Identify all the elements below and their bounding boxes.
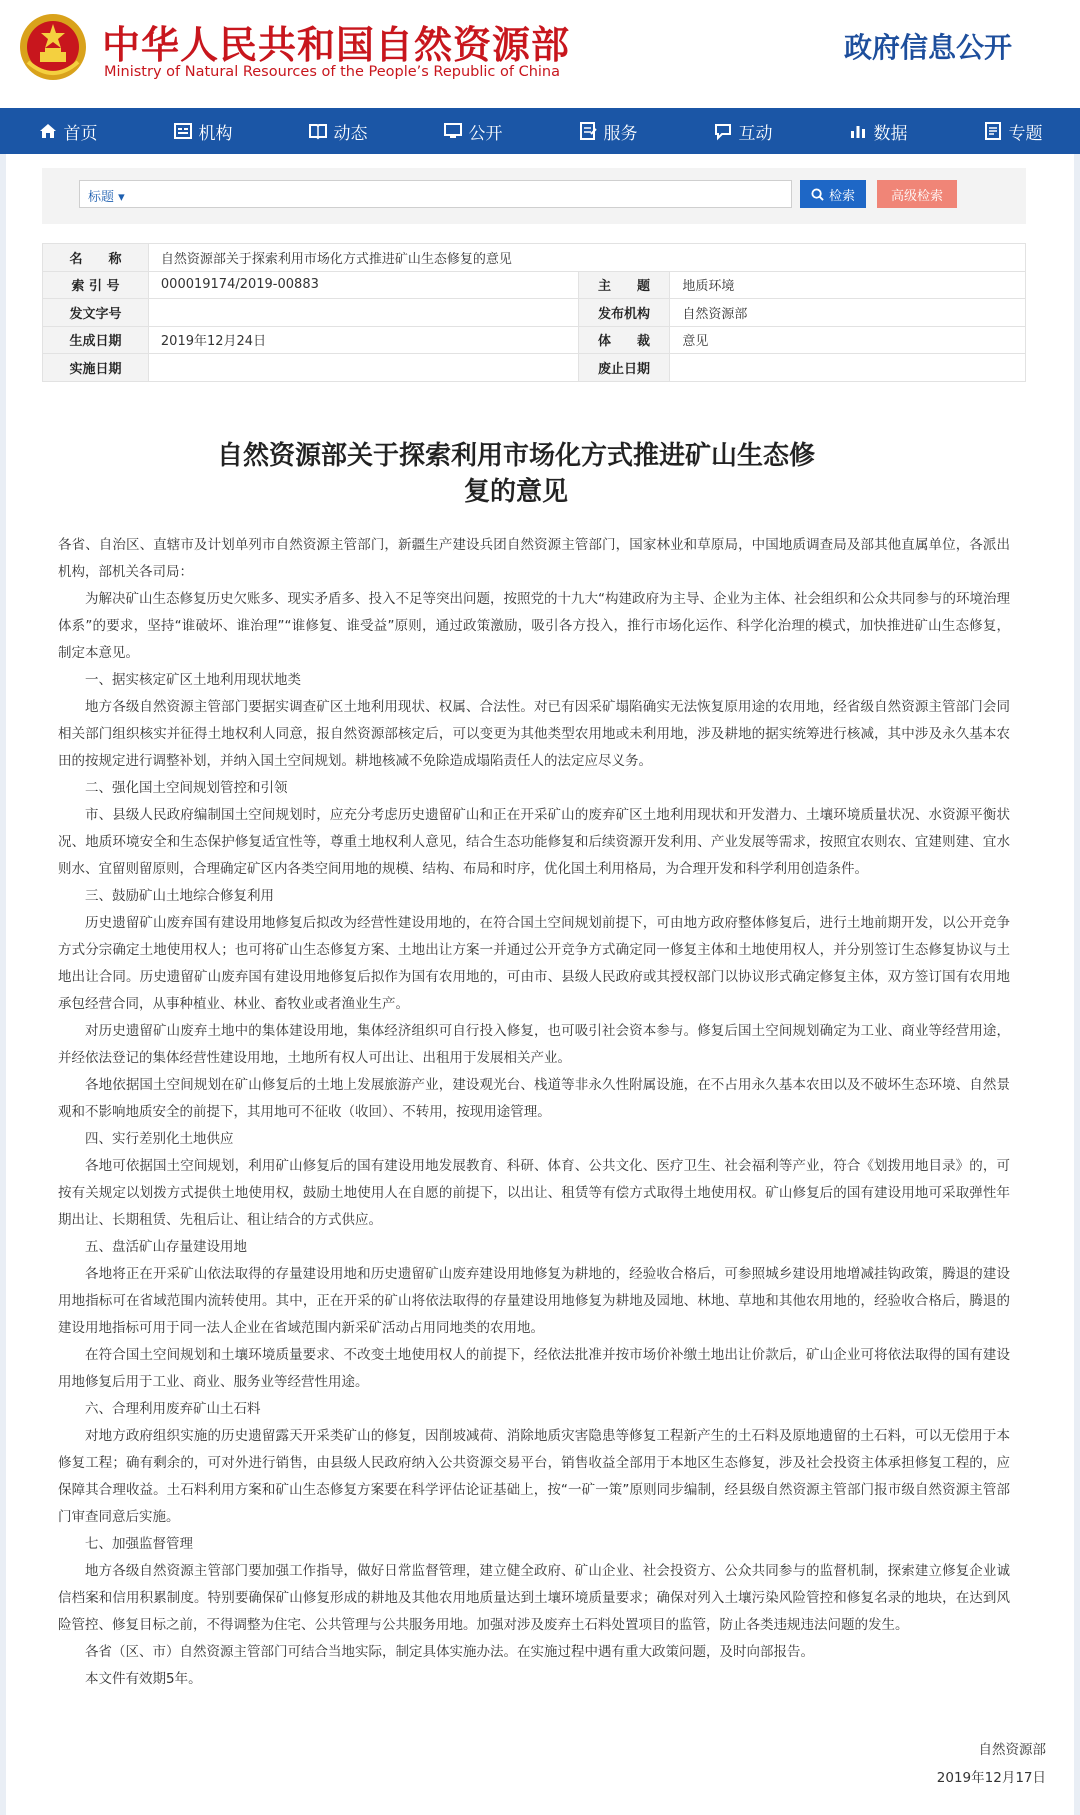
nav-item-news[interactable] [270, 108, 405, 154]
search-icon [811, 188, 824, 201]
meta-label: 主 题 [578, 271, 670, 299]
meta-label: 发布机构 [578, 299, 670, 327]
document-title [136, 438, 896, 510]
section-heading: 四、实行差别化土地供应 [85, 1131, 234, 1147]
search-bar [42, 168, 1026, 224]
signature-block [937, 1736, 1046, 1792]
paragraph: 各地将正在开采矿山依法取得的存量建设用地和历史遗留矿山废弃建设用地修复为耕地的，经验收合格后，可参照城乡建设用地增减挂钩政策，腾退的建设用地指标可在省域范围内流转使用。其中，正在开采的矿山将依法取得的存量建设用地修复为耕地及园地、林地、草地和其他农用地的，经验收合格后，腾退的建设用地指标可用于同一法人企业在省域范围内新采矿活动占用同地类的农用地。 [58, 1266, 1010, 1336]
nav-label: 动态 [333, 123, 368, 144]
home-icon [38, 121, 58, 141]
nav-label: 专题 [1008, 123, 1043, 144]
nav-item-topic[interactable] [945, 108, 1080, 154]
paragraph: 对地方政府组织实施的历史遗留露天开采类矿山的修复，因削坡减荷、消除地质灾害隐患等修复工程新产生的土石料及原地遗留的土石料，可以无偿用于本修复工程；确有剩余的，可对外进行销售，由县级人民政府纳入公共资源交易平台，销售收益全部用于本地区生态修复，涉及社会投资主体承担修复工程的，应保障其合理收益。土石料利用方案和矿山生态修复方案要在科学评估论证基础上，按“一矿一策”原则同步编制，经县级自然资源主管部门报市级自然资源主管部门审查同意后实施。 [58, 1428, 1010, 1525]
service-icon [578, 121, 598, 141]
nav-label: 公开 [468, 123, 503, 144]
document-title-line: 复的意见 [463, 477, 568, 507]
gov-info-title[interactable]: 政府信息公开 [843, 31, 1012, 64]
paragraph: 各省（区、市）自然资源主管部门可结合当地实际，制定具体实施办法。在实施过程中遇有重大政策问题，及时向部报告。 [85, 1644, 814, 1660]
paragraph: 对历史遗留矿山废弃土地中的集体建设用地，集体经济组织可自行投入修复，也可吸引社会资本参与。修复后国土空间规划确定为工业、商业等经营用途，并经依法登记的集体经营性建设用地，土地所有权人可出让、出租用于发展相关产业。 [58, 1023, 1010, 1066]
meta-label: 发文字号 [43, 299, 149, 327]
paragraph: 历史遗留矿山废弃国有建设用地修复后拟改为经营性建设用地的，在符合国土空间规划前提下，可由地方政府整体修复后，进行土地前期开发，以公开竞争方式分宗确定土地使用权人；也可将矿山生态修复方案、土地出让方案一并通过公开竞争方式确定同一修复主体和土地使用权人，并分别签订生态修复协议与土地出让合同。历史遗留矿山废弃国有建设用地修复后拟作为国有农用地的，可由市、县级人民政府或其授权部门以协议形式确定修复主体，双方签订国有农用地承包经营合同，从事种植业、林业、畜牧业或者渔业生产。 [58, 915, 1010, 1012]
site-subtitle: Ministry of Natural Resources of the People’s Republic of China [104, 64, 561, 80]
document-title-line: 自然资源部关于探索利用市场化方式推进矿山生态修 [216, 441, 815, 471]
meta-impl-value [148, 354, 578, 382]
meta-publisher-value: 自然资源部 [670, 299, 1026, 327]
nav-label: 机构 [198, 123, 233, 144]
paragraph: 各省、自治区、直辖市及计划单列市自然资源主管部门，新疆生产建设兵团自然资源主管部门，国家林业和草原局，中国地质调查局及部其他直属单位，各派出机构，部机关各司局： [58, 537, 1010, 580]
meta-subject-value: 地质环境 [670, 271, 1026, 299]
meta-label: 生成日期 [43, 326, 149, 354]
meta-label: 废止日期 [578, 354, 670, 382]
meta-index-value: 000019174/2019-00883 [148, 271, 578, 299]
paragraph: 在符合国土空间规划和土壤环境质量要求、不改变土地使用权人的前提下，经依法批准并按市场价补缴土地出让价款后，矿山企业可将依法取得的国有建设用地修复后用于工业、商业、服务业等经营性用途。 [58, 1347, 1010, 1390]
topic-icon [983, 121, 1003, 141]
paragraph: 地方各级自然资源主管部门要据实调查矿区土地利用现状、权属、合法性。对已有因采矿塌陷确实无法恢复原用途的农用地，经省级自然资源主管部门会同相关部门组织核实并征得土地权利人同意，报自然资源部核定后，可以变更为其他类型农用地或未利用地，涉及耕地的据实统筹进行核减，其中涉及永久基本农田的按规定进行调整补划，并纳入国土空间规划。耕地核减不免除造成塌陷责任人的法定应尽义务。 [58, 699, 1010, 769]
section-heading: 一、据实核定矿区土地利用现状地类 [85, 672, 301, 688]
nav-item-home[interactable] [0, 108, 135, 154]
site-title[interactable]: 中华人民共和国自然资源部 [102, 23, 571, 67]
nav-label: 首页 [63, 123, 98, 144]
metadata-table [42, 243, 1026, 382]
nav-label: 互动 [738, 123, 773, 144]
search-input[interactable] [79, 180, 792, 208]
nav-item-data[interactable] [810, 108, 945, 154]
page-wrapper [0, 154, 1080, 1815]
paragraph: 为解决矿山生态修复历史欠账多、现实矛盾多、投入不足等突出问题，按照党的十九大“构建政府为主导、企业为主体、社会组织和公众共同参与的环境治理体系”的要求，坚持“谁破坏、谁治理”“谁修复、谁受益”原则，通过政策激励，吸引各方投入，推行市场化运作、科学化治理的模式，加快推进矿山生态修复，制定本意见。 [58, 591, 1010, 661]
section-heading: 七、加强监督管理 [85, 1536, 193, 1552]
document-body [58, 532, 1010, 1693]
paragraph: 各地依据国土空间规划在矿山修复后的土地上发展旅游产业，建设观光台、栈道等非永久性附属设施，在不占用永久基本农田以及不破坏生态环境、自然景观和不影响地质安全的前提下，其用地可不征收（收回）、不转用，按现用途管理。 [58, 1077, 1010, 1120]
meta-label: 名 称 [43, 244, 149, 272]
paragraph: 各地可依据国土空间规划，利用矿山修复后的国有建设用地发展教育、科研、体育、公共文化、医疗卫生、社会福利等产业，符合《划拨用地目录》的，可按有关规定以划拨方式提供土地使用权，鼓励土地使用人在自愿的前提下，以出让、租赁等有偿方式取得土地使用权。矿山修复后的国有建设用地可采取弹性年期出让、长期租赁、先租后让、租让结合的方式供应。 [58, 1158, 1010, 1228]
nav-item-service[interactable] [540, 108, 675, 154]
national-emblem-icon [18, 12, 88, 82]
meta-genre-value: 意见 [670, 326, 1026, 354]
section-heading: 三、鼓励矿山土地综合修复利用 [85, 888, 274, 904]
nav-item-interact[interactable] [675, 108, 810, 154]
book-icon [308, 121, 328, 141]
nav-item-org[interactable] [135, 108, 270, 154]
main-nav [0, 108, 1080, 154]
nav-label: 数据 [873, 123, 908, 144]
paragraph: 本文件有效期5年。 [85, 1671, 202, 1687]
meta-label: 体 裁 [578, 326, 670, 354]
nav-label: 服务 [603, 123, 638, 144]
meta-date-value: 2019年12月24日 [148, 326, 578, 354]
section-heading: 五、盘活矿山存量建设用地 [85, 1239, 247, 1255]
search-button-label: 检索 [828, 188, 855, 204]
meta-label: 实施日期 [43, 354, 149, 382]
search-button[interactable] [800, 180, 866, 208]
signer: 自然资源部 [978, 1742, 1046, 1758]
chat-icon [713, 121, 733, 141]
chart-icon [848, 121, 868, 141]
paragraph: 地方各级自然资源主管部门要加强工作指导，做好日常监督管理，建立健全政府、矿山企业、社会投资方、公众共同参与的监督机制，探索建立修复企业诚信档案和信用积累制度。特别要确保矿山修复形成的耕地及其他农用地质量达到土壤环境质量要求；确保对列入土壤污染风险管控和修复名录的地块，在达到风险管控、修复目标之前，不得调整为住宅、公共管理与公共服务用地。加强对涉及废弃土石料处置项目的监管，防止各类违规违法问题的发生。 [58, 1563, 1010, 1633]
meta-label: 索 引 号 [43, 271, 149, 299]
search-field-select[interactable]: 标题 ▾ [88, 190, 125, 205]
meta-docno-value [148, 299, 578, 327]
nav-item-public[interactable] [405, 108, 540, 154]
section-heading: 六、合理利用废弃矿山土石料 [85, 1401, 261, 1417]
advanced-search-button[interactable]: 高级检索 [877, 180, 957, 208]
paragraph: 市、县级人民政府编制国土空间规划时，应充分考虑历史遗留矿山和正在开采矿山的废弃矿区土地利用现状和开发潜力、土壤环境质量状况、水资源平衡状况、地质环境安全和生态保护修复适宜性等，尊重土地权利人意见，结合生态功能修复和后续资源开发利用、产业发展等需求，按照宜农则农、宜建则建、宜水则水、宜留则留原则，合理确定矿区内各类空间用地的规模、结构、布局和时序，优化国土利用格局，为合理开发和科学利用创造条件。 [58, 807, 1010, 877]
meta-name-value: 自然资源部关于探索利用市场化方式推进矿山生态修复的意见 [148, 244, 1025, 272]
sign-date: 2019年12月17日 [936, 1770, 1046, 1786]
main-content [6, 154, 1074, 1815]
meta-abolish-value [670, 354, 1026, 382]
monitor-icon [443, 121, 463, 141]
site-header [0, 0, 1080, 108]
section-heading: 二、强化国土空间规划管控和引领 [85, 780, 288, 796]
org-icon [173, 121, 193, 141]
